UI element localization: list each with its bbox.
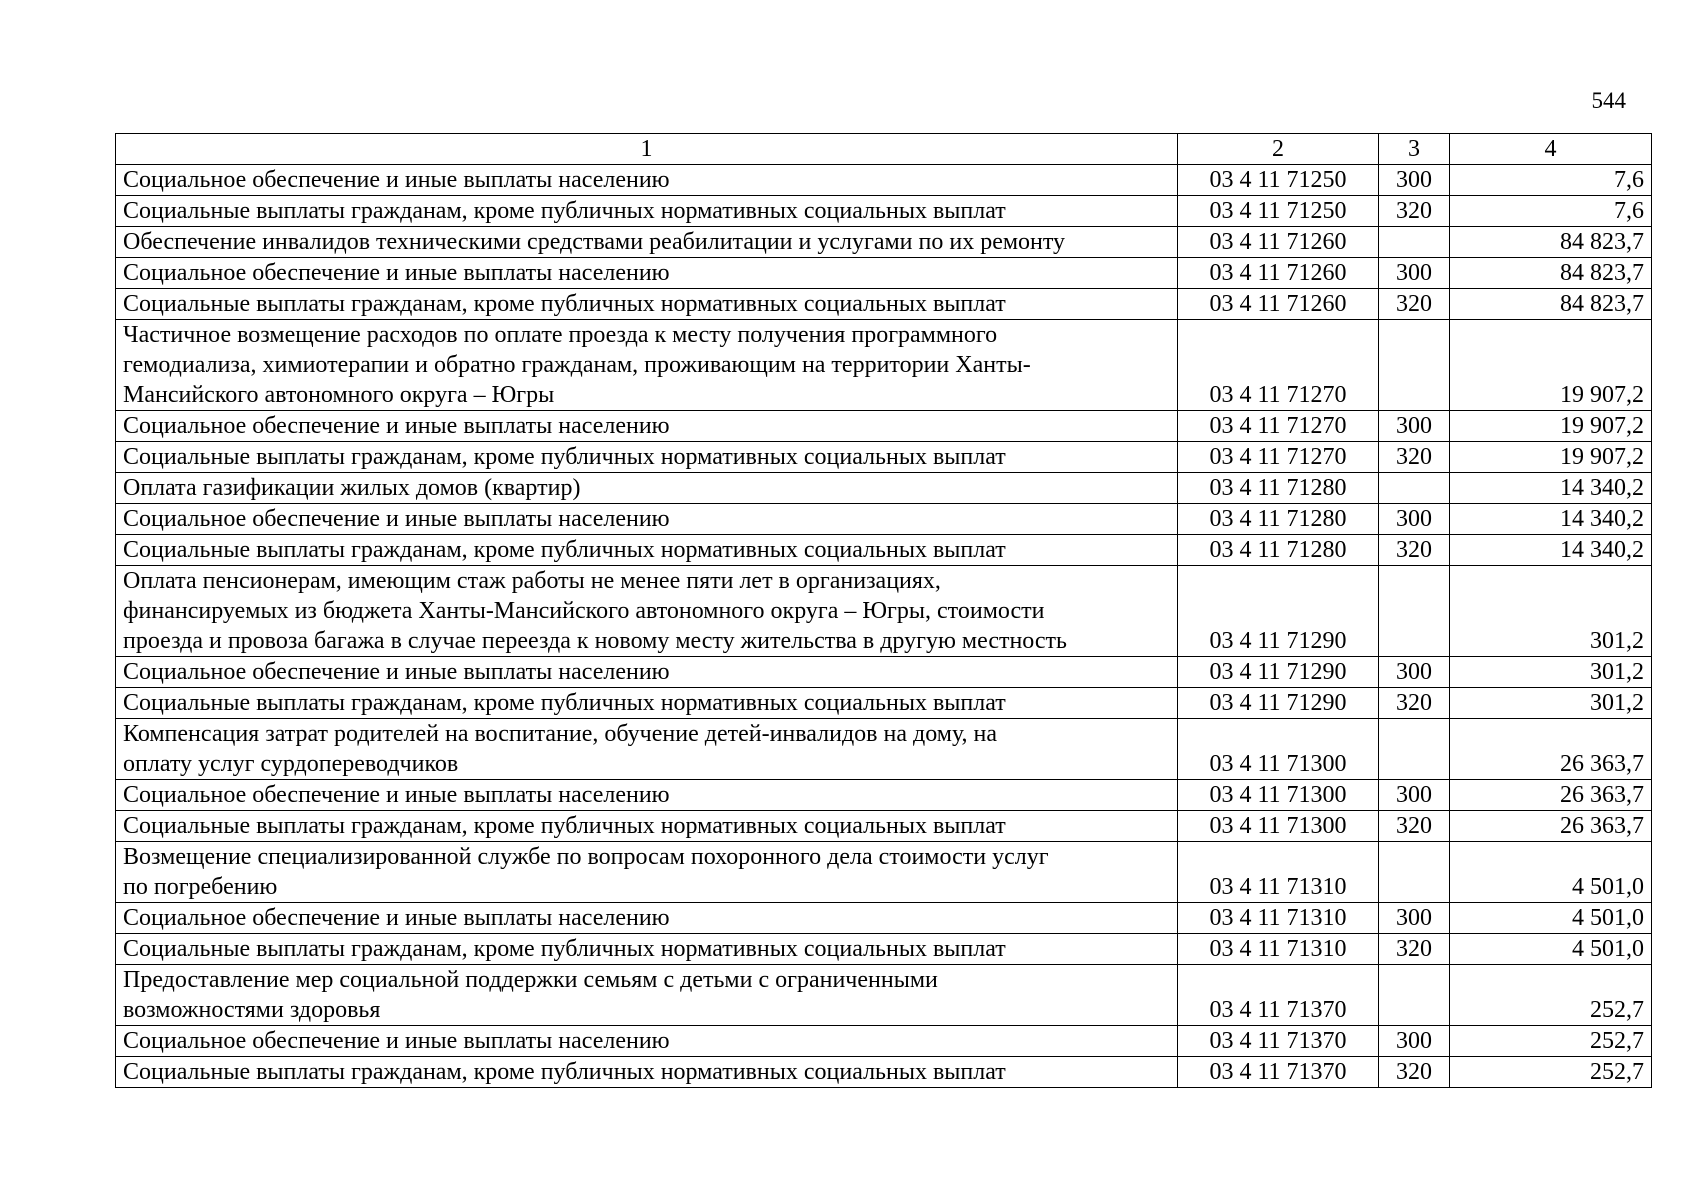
table-row <box>116 811 1652 842</box>
row-code-cell: 03 4 11 71310 <box>1178 934 1379 965</box>
row-name-cell: Социальное обеспечение и иные выплаты населению <box>116 504 1178 535</box>
row-code-cell: 03 4 11 71290 <box>1178 657 1379 688</box>
row-expense-type-cell: 320 <box>1379 688 1450 719</box>
row-amount-cell: 4 501,0 <box>1450 903 1652 934</box>
budget-table <box>115 133 1652 1088</box>
row-expense-type-cell: 320 <box>1379 934 1450 965</box>
row-name-cell: Социальное обеспечение и иные выплаты населению <box>116 780 1178 811</box>
row-code-cell: 03 4 11 71290 <box>1178 566 1379 657</box>
row-expense-type-cell: 320 <box>1379 535 1450 566</box>
table-row <box>116 965 1652 1026</box>
row-amount-cell: 19 907,2 <box>1450 442 1652 473</box>
row-amount-cell: 301,2 <box>1450 566 1652 657</box>
row-name-cell: Социальные выплаты гражданам, кроме публичных нормативных социальных выплат <box>116 196 1178 227</box>
row-code-cell: 03 4 11 71260 <box>1178 289 1379 320</box>
row-name-cell: Возмещение специализированной службе по вопросам похоронного дела стоимости услуг по погребению <box>116 842 1178 903</box>
row-expense-type-cell: 320 <box>1379 811 1450 842</box>
row-expense-type-cell: 300 <box>1379 1026 1450 1057</box>
row-expense-type-cell: 300 <box>1379 411 1450 442</box>
table-row <box>116 688 1652 719</box>
row-amount-cell: 26 363,7 <box>1450 811 1652 842</box>
table-row <box>116 657 1652 688</box>
row-amount-cell: 301,2 <box>1450 657 1652 688</box>
row-name-cell: Социальное обеспечение и иные выплаты населению <box>116 903 1178 934</box>
row-name-cell: Социальные выплаты гражданам, кроме публичных нормативных социальных выплат <box>116 1057 1178 1088</box>
row-code-cell: 03 4 11 71290 <box>1178 688 1379 719</box>
table-row <box>116 504 1652 535</box>
table-row <box>116 473 1652 504</box>
column-header-expense-type: 3 <box>1379 134 1450 165</box>
row-name-cell: Социальные выплаты гражданам, кроме публичных нормативных социальных выплат <box>116 442 1178 473</box>
row-code-cell: 03 4 11 71260 <box>1178 258 1379 289</box>
row-name-cell: Социальное обеспечение и иные выплаты населению <box>116 657 1178 688</box>
table-row <box>116 934 1652 965</box>
row-expense-type-cell: 300 <box>1379 780 1450 811</box>
row-amount-cell: 19 907,2 <box>1450 411 1652 442</box>
row-expense-type-cell: 320 <box>1379 289 1450 320</box>
row-expense-type-cell <box>1379 473 1450 504</box>
row-amount-cell: 84 823,7 <box>1450 227 1652 258</box>
row-amount-cell: 4 501,0 <box>1450 934 1652 965</box>
row-expense-type-cell: 300 <box>1379 258 1450 289</box>
table-row <box>116 1026 1652 1057</box>
row-code-cell: 03 4 11 71280 <box>1178 535 1379 566</box>
row-code-cell: 03 4 11 71370 <box>1178 1057 1379 1088</box>
row-amount-cell: 4 501,0 <box>1450 842 1652 903</box>
row-name-cell: Социальное обеспечение и иные выплаты населению <box>116 165 1178 196</box>
row-code-cell: 03 4 11 71280 <box>1178 504 1379 535</box>
row-name-cell: Обеспечение инвалидов техническими средствами реабилитации и услугами по их ремонту <box>116 227 1178 258</box>
row-expense-type-cell: 320 <box>1379 196 1450 227</box>
table-row <box>116 411 1652 442</box>
row-expense-type-cell <box>1379 965 1450 1026</box>
table-row <box>116 842 1652 903</box>
row-name-cell: Социальные выплаты гражданам, кроме публичных нормативных социальных выплат <box>116 535 1178 566</box>
row-amount-cell: 26 363,7 <box>1450 780 1652 811</box>
row-amount-cell: 252,7 <box>1450 1026 1652 1057</box>
table-row <box>116 780 1652 811</box>
row-code-cell: 03 4 11 71250 <box>1178 196 1379 227</box>
row-name-cell: Оплата пенсионерам, имеющим стаж работы не менее пяти лет в организациях, финансируемых из бюджета Ханты-Мансийского автономного округа – Югры, стоимости проезда и провоза багажа в случае переезда к новому месту жительства в другую местность <box>116 566 1178 657</box>
table-body <box>116 165 1652 1088</box>
row-name-cell: Социальные выплаты гражданам, кроме публичных нормативных социальных выплат <box>116 811 1178 842</box>
row-name-cell: Предоставление мер социальной поддержки семьям с детьми с ограниченными возможностями здоровья <box>116 965 1178 1026</box>
row-name-cell: Частичное возмещение расходов по оплате проезда к месту получения программного гемодиализа, химиотерапии и обратно гражданам, проживающим на территории Ханты- Мансийского автономного округа – Югры <box>116 320 1178 411</box>
row-amount-cell: 14 340,2 <box>1450 504 1652 535</box>
header-row <box>116 134 1652 165</box>
row-expense-type-cell <box>1379 227 1450 258</box>
row-expense-type-cell <box>1379 566 1450 657</box>
row-amount-cell: 252,7 <box>1450 965 1652 1026</box>
row-code-cell: 03 4 11 71270 <box>1178 442 1379 473</box>
row-expense-type-cell: 300 <box>1379 657 1450 688</box>
row-amount-cell: 252,7 <box>1450 1057 1652 1088</box>
table-row <box>116 442 1652 473</box>
table-row <box>116 227 1652 258</box>
row-name-cell: Социальные выплаты гражданам, кроме публичных нормативных социальных выплат <box>116 934 1178 965</box>
row-amount-cell: 7,6 <box>1450 165 1652 196</box>
row-code-cell: 03 4 11 71300 <box>1178 719 1379 780</box>
row-amount-cell: 7,6 <box>1450 196 1652 227</box>
table-row <box>116 719 1652 780</box>
page-number: 544 <box>1591 88 1626 113</box>
row-code-cell: 03 4 11 71270 <box>1178 320 1379 411</box>
row-expense-type-cell: 320 <box>1379 1057 1450 1088</box>
table-header <box>116 134 1652 165</box>
row-expense-type-cell: 300 <box>1379 903 1450 934</box>
column-header-amount: 4 <box>1450 134 1652 165</box>
table-row <box>116 566 1652 657</box>
row-expense-type-cell <box>1379 719 1450 780</box>
row-code-cell: 03 4 11 71310 <box>1178 903 1379 934</box>
row-code-cell: 03 4 11 71270 <box>1178 411 1379 442</box>
row-code-cell: 03 4 11 71370 <box>1178 1026 1379 1057</box>
column-header-name: 1 <box>116 134 1178 165</box>
table-row <box>116 320 1652 411</box>
row-code-cell: 03 4 11 71250 <box>1178 165 1379 196</box>
row-amount-cell: 84 823,7 <box>1450 258 1652 289</box>
table-row <box>116 196 1652 227</box>
table-row <box>116 165 1652 196</box>
row-code-cell: 03 4 11 71280 <box>1178 473 1379 504</box>
row-name-cell: Социальное обеспечение и иные выплаты населению <box>116 411 1178 442</box>
row-name-cell: Социальное обеспечение и иные выплаты населению <box>116 1026 1178 1057</box>
row-expense-type-cell: 300 <box>1379 504 1450 535</box>
row-code-cell: 03 4 11 71300 <box>1178 780 1379 811</box>
row-name-cell: Социальные выплаты гражданам, кроме публичных нормативных социальных выплат <box>116 688 1178 719</box>
row-code-cell: 03 4 11 71260 <box>1178 227 1379 258</box>
row-code-cell: 03 4 11 71370 <box>1178 965 1379 1026</box>
row-code-cell: 03 4 11 71300 <box>1178 811 1379 842</box>
row-amount-cell: 14 340,2 <box>1450 535 1652 566</box>
table-row <box>116 289 1652 320</box>
row-code-cell: 03 4 11 71310 <box>1178 842 1379 903</box>
table-row <box>116 535 1652 566</box>
row-expense-type-cell: 320 <box>1379 442 1450 473</box>
row-amount-cell: 19 907,2 <box>1450 320 1652 411</box>
row-amount-cell: 84 823,7 <box>1450 289 1652 320</box>
row-name-cell: Компенсация затрат родителей на воспитание, обучение детей-инвалидов на дому, на оплату услуг сурдопереводчиков <box>116 719 1178 780</box>
column-header-code: 2 <box>1178 134 1379 165</box>
row-expense-type-cell <box>1379 320 1450 411</box>
table-row <box>116 1057 1652 1088</box>
row-amount-cell: 301,2 <box>1450 688 1652 719</box>
table-row <box>116 903 1652 934</box>
row-expense-type-cell: 300 <box>1379 165 1450 196</box>
table-row <box>116 258 1652 289</box>
row-amount-cell: 14 340,2 <box>1450 473 1652 504</box>
row-expense-type-cell <box>1379 842 1450 903</box>
row-name-cell: Оплата газификации жилых домов (квартир) <box>116 473 1178 504</box>
row-name-cell: Социальное обеспечение и иные выплаты населению <box>116 258 1178 289</box>
row-amount-cell: 26 363,7 <box>1450 719 1652 780</box>
row-name-cell: Социальные выплаты гражданам, кроме публичных нормативных социальных выплат <box>116 289 1178 320</box>
